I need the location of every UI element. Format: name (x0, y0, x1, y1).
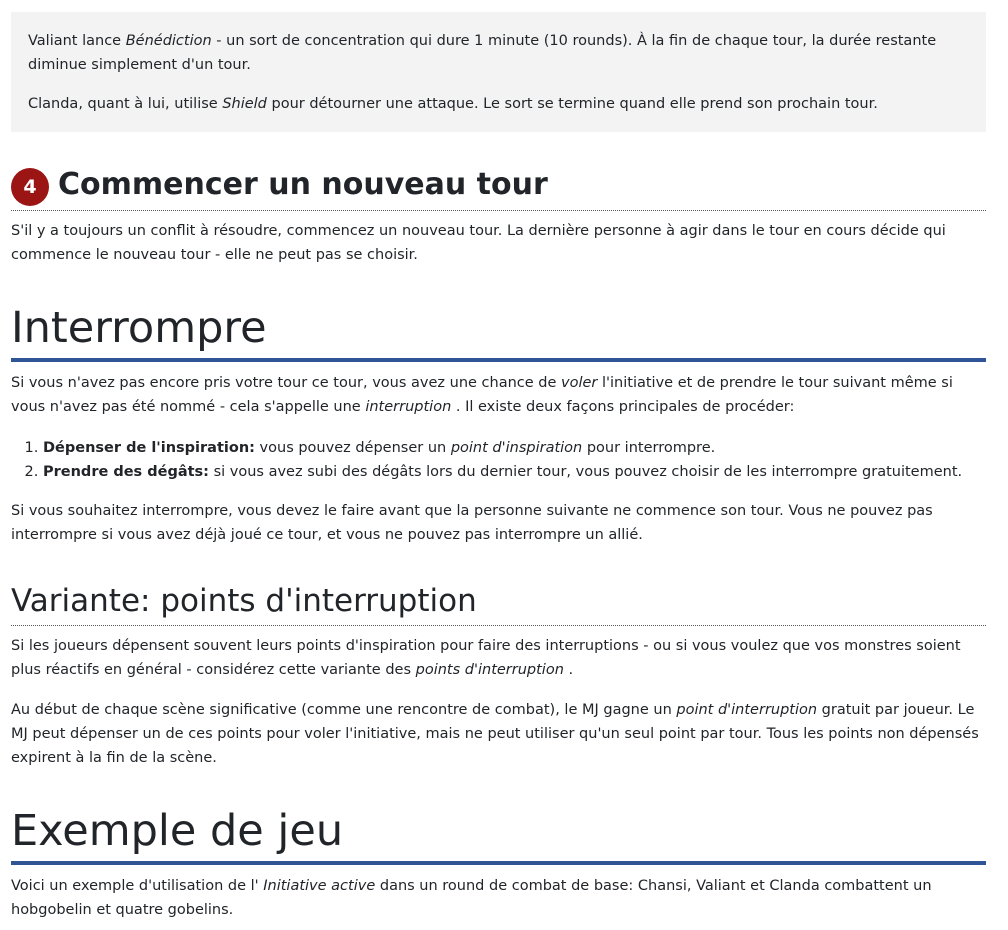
example-paragraph: Clanda, quant à lui, utilise Shield pour détourner une attaque. Le sort se termine quand elle prend son prochain tour. (28, 96, 878, 112)
step-title: Commencer un nouveau tour (58, 167, 548, 202)
step-heading (11, 163, 986, 211)
example-paragraph: Valiant lance Bénédiction - un sort de concentration qui dure 1 minute (10 rounds). À la fin de chaque tour, la durée restante diminue simplement d'un tour. (28, 33, 937, 73)
section-rule (11, 861, 986, 865)
interrupt-methods-list (11, 436, 1008, 484)
exemple-paragraph: Voici un exemple d'utilisation de l' Initiative active dans un round de combat de base: Chansi, Valiant et Clanda combattent un hobgobelin et quatre gobelins. (11, 878, 932, 918)
list-item: 1. Dépenser de l'inspiration: vous pouvez dépenser un point d'inspiration pour interrompre. (43, 436, 1008, 460)
section-title-variante: Variante: points d'interruption (11, 579, 986, 626)
variante-paragraph: Si les joueurs dépensent souvent leurs points d'inspiration pour faire des interruptions - ou si vous voulez que vos monstres soient plus réactifs en général - considérez cette variante des points d'interruption . (11, 638, 961, 678)
section-title-interrompre: Interrompre (11, 303, 267, 353)
step-paragraph: S'il y a toujours un conflit à résoudre, commencez un nouveau tour. La dernière personne à agir dans le tour en cours décide qui commence le nouveau tour - elle ne peut pas se choisir. (11, 223, 946, 263)
section-title-exemple: Exemple de jeu (11, 806, 344, 856)
list-item: 2. Prendre des dégâts: si vous avez subi des dégâts lors du dernier tour, vous pouvez choisir de les interrompre gratuitement. (43, 460, 1008, 484)
section-rule (11, 358, 986, 362)
step-number-badge: 4 (11, 168, 49, 206)
interrompre-intro: Si vous n'avez pas encore pris votre tour ce tour, vous avez une chance de voler l'initiative et de prendre le tour suivant même si vous n'avez pas été nommé - cela s'appelle une interruption . Il existe deux façons principales de procéder: (11, 375, 953, 415)
example-box (11, 12, 986, 132)
interrompre-outro: Si vous souhaitez interrompre, vous devez le faire avant que la personne suivante ne commence son tour. Vous ne pouvez pas interrompre si vous avez déjà joué ce tour, et vous ne pouvez pas interrompre un allié. (11, 503, 933, 543)
variante-paragraph: Au début de chaque scène significative (comme une rencontre de combat), le MJ gagne un point d'interruption gratuit par joueur. Le MJ peut dépenser un de ces points pour voler l'initiative, mais ne peut utiliser qu'un seul point par tour. Tous les points non dépensés expirent à la fin de la scène. (11, 702, 979, 766)
